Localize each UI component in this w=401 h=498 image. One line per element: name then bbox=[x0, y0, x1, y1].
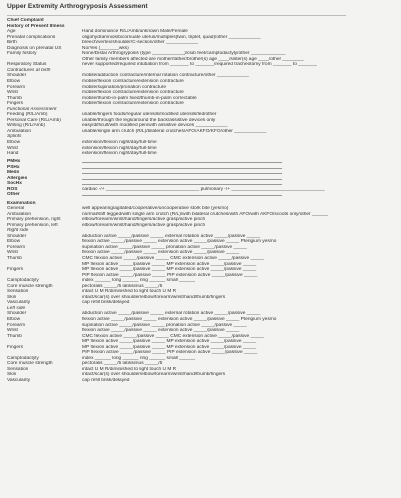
field-label: Examination bbox=[7, 200, 36, 206]
field-label: Contractures at birth bbox=[7, 67, 51, 73]
field-label: Wrist bbox=[7, 90, 18, 96]
history-section bbox=[7, 18, 395, 157]
field-options[interactable]: MP flexion active _____/passive _____ MP extension active _____/passive _____ bbox=[82, 344, 257, 350]
field-options[interactable]: pectoralis _____/5 latissimus _____/5 bbox=[82, 283, 163, 289]
field-options[interactable]: mobile/supination/pronation contracture bbox=[82, 84, 166, 90]
field-label: Wrist bbox=[7, 145, 18, 151]
field-label: Left side bbox=[7, 305, 26, 311]
field-options[interactable]: No/Yes (_______wks) bbox=[82, 45, 129, 51]
field-label: Right side bbox=[7, 228, 29, 234]
form-row bbox=[7, 151, 395, 157]
field-label: Prenatal complications bbox=[7, 34, 56, 40]
field-options[interactable]: abduction active _____/passive _____ external rotation active _____/passive _____ bbox=[82, 233, 261, 239]
field-options[interactable]: supination active _____/passive _____ pronation active _____/passive _____ bbox=[82, 244, 247, 250]
field-label: Shoulder bbox=[7, 311, 27, 317]
field-options[interactable]: MP flexion active _____/passive _____ MP extension active _____/passive _____ bbox=[82, 339, 257, 345]
write-in-line[interactable] bbox=[82, 165, 282, 169]
field-options[interactable]: elbow/forearm/wrist/hand/fingers/active grasp/active pinch bbox=[82, 222, 206, 228]
field-options[interactable] bbox=[82, 192, 395, 198]
field-options[interactable]: unable/single arm crutch (R/L)/bilateral crutches/AFO/AKFO/KFO/other ____________ bbox=[82, 128, 267, 134]
field-options[interactable]: CMC flexion active _____/passive _____ CMC extension active _____/passive _____ bbox=[82, 333, 264, 339]
medical-history-section bbox=[7, 159, 395, 198]
field-options[interactable]: extension/flexion night/day/full-time bbox=[82, 151, 157, 157]
field-options[interactable]: None/Distal Arthrogryposis (type ____________)/club feet/camptodactyly/other _____________ bbox=[82, 51, 286, 57]
field-options[interactable]: breech/vertex/shoulder/C-section/other ____________ bbox=[82, 40, 199, 46]
field-options[interactable]: unable/fingers foods/regular utensils/modified utensils/fed/other bbox=[82, 112, 217, 118]
field-options[interactable]: index ______ long ______ ring ______ small ______ bbox=[82, 355, 196, 361]
field-options[interactable]: mobile/flexion contracture/extension contracture bbox=[82, 101, 184, 107]
field-label: Core muscle strength bbox=[7, 361, 53, 367]
field-label: Functional Assessment bbox=[7, 106, 57, 112]
field-label: Camptodactyly bbox=[7, 355, 39, 361]
field-options[interactable]: cardiac -/+ ___________________________________ pulmonary -/+ ___________________________________ bbox=[82, 186, 325, 192]
field-label: General bbox=[7, 206, 25, 212]
field-label: Birth bbox=[7, 40, 17, 46]
field-options[interactable]: flexion active _____/passive _____ extension active _____/passive _____ Pterigium yes/no bbox=[82, 239, 277, 245]
field-options[interactable]: well appearing/agitated/cooperative/uncooperative stork bite (yes/no) bbox=[82, 206, 229, 212]
field-options[interactable]: unable/through the legs/around the back/assistive devices only bbox=[82, 117, 216, 123]
field-options[interactable]: mobile/thumb-in-palm fixed/thumb-in-palm correctable bbox=[82, 95, 197, 101]
field-options[interactable]: Hand dominance R/L/Amb/unknown Male/Female bbox=[82, 29, 188, 35]
form-title: Upper Extremity Arthrogryposis Assessment bbox=[7, 3, 148, 10]
field-options[interactable]: intact/scar(s) over shoulder/elbow/forearm/wrist/hand/thumb/fingers bbox=[82, 294, 226, 300]
field-options[interactable]: flexion active _____/passive _____ extension active _____/passive _____ bbox=[82, 328, 240, 334]
field-label: Diagnosis on prenatal US bbox=[7, 45, 62, 51]
field-label: History of Present Illness bbox=[7, 23, 65, 29]
field-options[interactable]: mobile/flexion contracture/extension contracture bbox=[82, 90, 184, 96]
field-label: Elbow bbox=[7, 316, 21, 322]
field-options[interactable]: Other family members affected are mother/father/brother(s) age ____/sister(s) age ____/other ________ bbox=[82, 56, 304, 62]
field-label: Splints bbox=[7, 134, 22, 140]
field-label: Writing (R/L/Amb) bbox=[7, 123, 46, 129]
field-options[interactable]: MP flexion active _____/passive _____ MP extension active _____/passive _____ bbox=[82, 261, 257, 267]
field-label: Elbow bbox=[7, 79, 21, 85]
write-in-line[interactable] bbox=[82, 159, 282, 163]
field-label: SocHx bbox=[7, 181, 22, 187]
field-label: Forearm bbox=[7, 322, 26, 328]
field-options[interactable]: index ______ long ______ ring ______ small ______ bbox=[82, 278, 196, 284]
field-label: Thumb bbox=[7, 95, 22, 101]
field-label: Hand bbox=[7, 151, 19, 157]
form-row bbox=[7, 378, 395, 384]
field-options[interactable]: intact/scar(s) over shoulder/elbow/forearm/wrist/hand/thumb/fingers bbox=[82, 372, 226, 378]
field-options[interactable]: supination active _____/passive _____ pronation active _____/passive _____ bbox=[82, 322, 247, 328]
field-label: Camptodactyly bbox=[7, 278, 39, 284]
field-label: Thumb bbox=[7, 333, 22, 339]
field-label: Age bbox=[7, 29, 16, 35]
field-label: Allergies bbox=[7, 175, 28, 181]
write-in-line[interactable] bbox=[82, 176, 282, 180]
field-options[interactable]: easy/difficult/with modified pen/with assistive devices ____________ bbox=[82, 123, 228, 129]
field-options[interactable]: flexion active _____/passive _____ extension active _____/passive _____ Pterigium yes/no bbox=[82, 316, 277, 322]
examination-section bbox=[7, 201, 395, 384]
field-label: Skin bbox=[7, 294, 17, 300]
field-options[interactable]: MP flexion active _____/passive _____ MP extension active _____/passive _____ bbox=[82, 267, 257, 273]
field-label: Core muscle strength bbox=[7, 283, 53, 289]
field-label: Personal Care (R/L/Amb) bbox=[7, 117, 61, 123]
field-label: Chief Complaint bbox=[7, 18, 44, 23]
field-label: ROS bbox=[7, 186, 18, 192]
field-options[interactable]: PIP flexion active _____/passive _____ PIP extension active _____/passive _____ bbox=[82, 350, 258, 356]
field-label: Ambulation bbox=[7, 128, 31, 134]
field-label: Fingers bbox=[7, 267, 23, 273]
field-label: Vascularity bbox=[7, 378, 31, 383]
field-label: PMHx bbox=[7, 159, 21, 165]
field-options[interactable]: CMC flexion active _____/passive _____ CMC extension active _____/passive _____ bbox=[82, 255, 264, 261]
field-label: Family history bbox=[7, 51, 37, 57]
form-row bbox=[7, 192, 395, 198]
field-options[interactable]: intact U M R/diminished to light touch U M R bbox=[82, 289, 177, 295]
field-options[interactable]: pectoralis _____/5 latissimus _____/5 bbox=[82, 361, 163, 367]
field-label: Thumb bbox=[7, 255, 22, 261]
field-label: Fingers bbox=[7, 101, 23, 107]
field-label: Wrist bbox=[7, 328, 18, 334]
field-options[interactable]: extension/flexion night/day/full-time bbox=[82, 140, 157, 146]
field-options[interactable]: flexion active _____/passive _____ extension active _____/passive _____ bbox=[82, 250, 240, 256]
title-underline bbox=[7, 15, 346, 16]
field-options[interactable]: extension/flexion night/day/full-time bbox=[82, 145, 157, 151]
field-options[interactable]: abduction active _____/passive _____ external rotation active _____/passive _____ bbox=[82, 311, 261, 317]
field-label: Forearm bbox=[7, 84, 26, 90]
field-options[interactable]: cap refill brisk/delayed bbox=[82, 378, 130, 383]
field-label: Other bbox=[7, 192, 20, 198]
field-options[interactable]: mobile/adduction contracture/internal rotation contracture/other ____________ bbox=[82, 73, 249, 79]
field-label: Sensation bbox=[7, 289, 29, 295]
field-options[interactable]: normal/stiff legged/with single arm crutch (R/L)/with bilateral crutches/with AFO/with AKFO/scoots only/other ______ bbox=[82, 211, 328, 217]
field-label: Shoulder bbox=[7, 73, 27, 79]
field-label: Forearm bbox=[7, 244, 26, 250]
field-options[interactable]: elbow/forearm/wrist/hand/fingers/active grasp/active pinch bbox=[82, 217, 206, 223]
field-label: Ambulation bbox=[7, 211, 31, 217]
field-options[interactable]: oligohydramnios/bicornuate uterus/multiples(twin, triplet, quad)/other ____________ bbox=[82, 34, 261, 40]
field-options[interactable]: PIP flexion active _____/passive _____ PIP extension active _____/passive _____ bbox=[82, 272, 258, 278]
field-options[interactable]: intact U M R/diminished to light touch U M R bbox=[82, 366, 177, 372]
field-label: Shoulder bbox=[7, 233, 27, 239]
field-label: Wrist bbox=[7, 250, 18, 256]
field-options[interactable]: cap refill brisk/delayed bbox=[82, 300, 130, 306]
write-in-line[interactable] bbox=[82, 192, 282, 196]
field-options[interactable]: never supported/required intubation from _______ to _______/required tracheotomy from _______ to _______ bbox=[82, 62, 317, 68]
field-label: Elbow bbox=[7, 239, 21, 245]
field-label: Primary prehension, left bbox=[7, 222, 58, 228]
field-options[interactable]: mobile/flexion contracture/extension contracture bbox=[82, 79, 184, 85]
field-label: Respiratory Status bbox=[7, 62, 47, 68]
field-label: Fingers bbox=[7, 344, 23, 350]
field-label: Elbow bbox=[7, 140, 21, 146]
field-label: Sensation bbox=[7, 366, 29, 372]
field-label: Feeding (R/L/Amb) bbox=[7, 112, 48, 118]
write-in-line[interactable] bbox=[82, 170, 282, 174]
field-label: PSHx bbox=[7, 164, 20, 170]
field-label: Primary prehension, right bbox=[7, 217, 61, 223]
field-label: Skin bbox=[7, 372, 17, 378]
write-in-line[interactable] bbox=[82, 181, 282, 185]
field-label: Meds bbox=[7, 170, 20, 176]
field-label: Vascularity bbox=[7, 300, 31, 306]
